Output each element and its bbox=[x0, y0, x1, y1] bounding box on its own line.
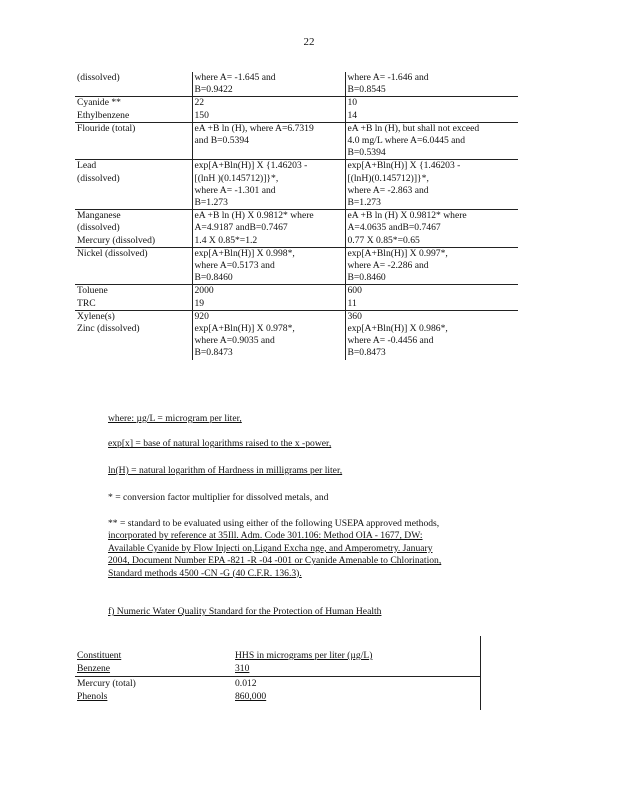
cell-line: exp[A+Bln(H)] X {1.46203 - bbox=[194, 160, 308, 172]
cell-line: exp[A+Bln(H)] X 0.997*, bbox=[347, 247, 448, 259]
cell-line: eA +B ln (H) X 0.9812* where bbox=[194, 210, 314, 222]
standard-cell-b bbox=[345, 210, 518, 248]
cell-line: 920 bbox=[194, 310, 209, 322]
cell-line: where A= -2.863 and bbox=[347, 184, 429, 196]
cell-line: B=0.8460 bbox=[347, 272, 386, 284]
table-row bbox=[75, 97, 518, 122]
cell-line: TRC bbox=[77, 297, 96, 309]
cell-line: B=1.273 bbox=[194, 197, 228, 209]
standard-cell-b bbox=[345, 72, 518, 97]
header-hhs: HHS in micrograms per liter (µg/L) bbox=[235, 650, 373, 661]
constituent-cell bbox=[75, 97, 192, 122]
cell-line: and B=0.5394 bbox=[194, 135, 249, 147]
standard-cell-a bbox=[192, 310, 345, 359]
cell-line: where A=0.9035 and bbox=[194, 335, 275, 347]
cell-line: exp[A+Bln(H)] X 0.978*, bbox=[194, 323, 295, 335]
cell-line: Mercury (dissolved) bbox=[77, 234, 156, 246]
cell-line: exp[A+Bln(H)] X {1.46203 - bbox=[347, 160, 461, 172]
standard-cell-a bbox=[192, 210, 345, 248]
cell-line: B=0.9422 bbox=[194, 84, 233, 96]
cell-line: Cyanide ** bbox=[77, 97, 121, 109]
constituent-cell bbox=[75, 122, 192, 160]
cell-line: 11 bbox=[347, 297, 357, 309]
constituent-cell bbox=[75, 72, 192, 97]
water-quality-table bbox=[75, 72, 518, 360]
cell-line: Manganese bbox=[77, 210, 121, 222]
cell-line: eA +B ln (H) X 0.9812* where bbox=[347, 210, 467, 222]
cell-line: where A= -2.286 and bbox=[347, 260, 429, 272]
standard-cell-a bbox=[192, 97, 345, 122]
constituent-cell bbox=[75, 210, 192, 248]
table-row bbox=[75, 160, 518, 210]
cell-line: where A= -0.4456 and bbox=[347, 335, 434, 347]
standard-cell-b bbox=[345, 285, 518, 310]
note-cyanide-method: ** = standard to be evaluated using either of the following USEPA approved methods, incorporated by reference at 35Ill. Adm. Code 301.106: Method OIA - 1677, DW: Available Cyanide by Flow Injecti on,Ligand Excha nge, and Amperometry. January 2004, Document Number EPA -821 -R -04 -001 or Cyanide Amenable to Chlorination, Standard methods 4500 -CN -G (40 C.F.R. 136.3). bbox=[108, 518, 442, 579]
constituent-cell bbox=[75, 247, 192, 285]
note-conversion: * = conversion factor multiplier for dissolved metals, and bbox=[108, 492, 329, 503]
cell-line: (dissolved) bbox=[77, 222, 120, 234]
cell-line: B=1.273 bbox=[347, 197, 381, 209]
cell-line: where A=0.5173 and bbox=[194, 260, 275, 272]
cell-line: Ethylbenzene bbox=[77, 109, 130, 121]
cell-line: A=4.9187 andB=0.7467 bbox=[194, 222, 288, 234]
standard-cell-b bbox=[345, 247, 518, 285]
cell-line: 19 bbox=[194, 297, 205, 309]
cell-line: where A= -1.646 and bbox=[347, 72, 429, 83]
human-health-table-rule bbox=[480, 636, 481, 710]
note-ln: ln(H) = natural logarithm of Hardness in milligrams per liter, bbox=[108, 465, 343, 476]
cell-line: Xylene(s) bbox=[77, 310, 115, 322]
cell-line: B=0.8473 bbox=[194, 347, 233, 359]
table-row bbox=[75, 210, 518, 248]
cell-line: where A= -1.645 and bbox=[194, 72, 276, 83]
cell-line: B=0.8545 bbox=[347, 84, 386, 96]
table-row bbox=[75, 247, 518, 285]
table-row: Benzene 310 bbox=[77, 663, 250, 674]
section-f-heading: f) Numeric Water Quality Standard for the Protection of Human Health bbox=[108, 606, 382, 617]
cell-line: where A= -1.301 and bbox=[194, 184, 276, 196]
header-constituent: Constituent bbox=[77, 650, 122, 661]
cell-line: B=0.8473 bbox=[347, 347, 386, 359]
cell-line: Zinc (dissolved) bbox=[77, 323, 140, 335]
cell-line: 4.0 mg/L where A=6.0445 and bbox=[347, 135, 465, 147]
cell-line: 360 bbox=[347, 310, 362, 322]
cell-line: eA +B ln (H), but shall not exceed bbox=[347, 122, 480, 134]
cell-line: A=4.0635 andB=0.7467 bbox=[347, 222, 441, 234]
constituent-cell bbox=[75, 285, 192, 310]
table-row bbox=[75, 122, 518, 160]
human-health-header bbox=[75, 650, 480, 662]
cell-line: [(lnH)(0.145712)]}*, bbox=[347, 172, 429, 184]
cell-line: 1.4 X 0.85*=1.2 bbox=[194, 234, 258, 246]
cell-line: B=0.5394 bbox=[347, 147, 386, 159]
standard-cell-b bbox=[345, 160, 518, 210]
standard-cell-a bbox=[192, 122, 345, 160]
cell-line: Lead bbox=[77, 160, 97, 172]
table-row bbox=[75, 310, 518, 359]
table-row bbox=[75, 285, 518, 310]
table-row: Mercury (total) 0.012 bbox=[77, 678, 257, 689]
cell-line: (dissolved) bbox=[77, 172, 120, 184]
cell-line: [(lnH )(0.145712)]}*, bbox=[194, 172, 279, 184]
cell-line: exp[A+Bln(H)] X 0.998*, bbox=[194, 247, 295, 259]
cell-line: 150 bbox=[194, 109, 209, 121]
cell-line: 10 bbox=[347, 97, 358, 109]
note-exp: exp[x] = base of natural logarithms raised to the x -power, bbox=[108, 438, 332, 449]
standard-cell-a bbox=[192, 72, 345, 97]
note-microgram: where: µg/L = microgram per liter, bbox=[108, 413, 242, 424]
cell-line: exp[A+Bln(H)] X 0.986*, bbox=[347, 323, 448, 335]
standard-cell-b bbox=[345, 97, 518, 122]
standard-cell-a bbox=[192, 285, 345, 310]
standard-cell-a bbox=[192, 247, 345, 285]
cell-line: eA +B ln (H), where A=6.7319 bbox=[194, 122, 314, 134]
table-row: Phenols 860,000 bbox=[77, 691, 267, 702]
cell-line: Nickel (dissolved) bbox=[77, 247, 148, 259]
standard-cell-b bbox=[345, 122, 518, 160]
page-number: 22 bbox=[303, 36, 315, 48]
cell-line: (dissolved) bbox=[77, 72, 120, 83]
cell-line: B=0.8460 bbox=[194, 272, 233, 284]
constituent-cell bbox=[75, 310, 192, 359]
table-row bbox=[75, 72, 518, 97]
cell-line: Flouride (total) bbox=[77, 122, 136, 134]
constituent-cell bbox=[75, 160, 192, 210]
standard-cell-a bbox=[192, 160, 345, 210]
table-divider bbox=[75, 676, 480, 677]
cell-line: 2000 bbox=[194, 285, 214, 297]
cell-line: Toluene bbox=[77, 285, 108, 297]
standard-cell-b bbox=[345, 310, 518, 359]
cell-line: 600 bbox=[347, 285, 362, 297]
cell-line: 22 bbox=[194, 97, 205, 109]
cell-line: 14 bbox=[347, 109, 358, 121]
cell-line: 0.77 X 0.85*=0.65 bbox=[347, 234, 420, 246]
